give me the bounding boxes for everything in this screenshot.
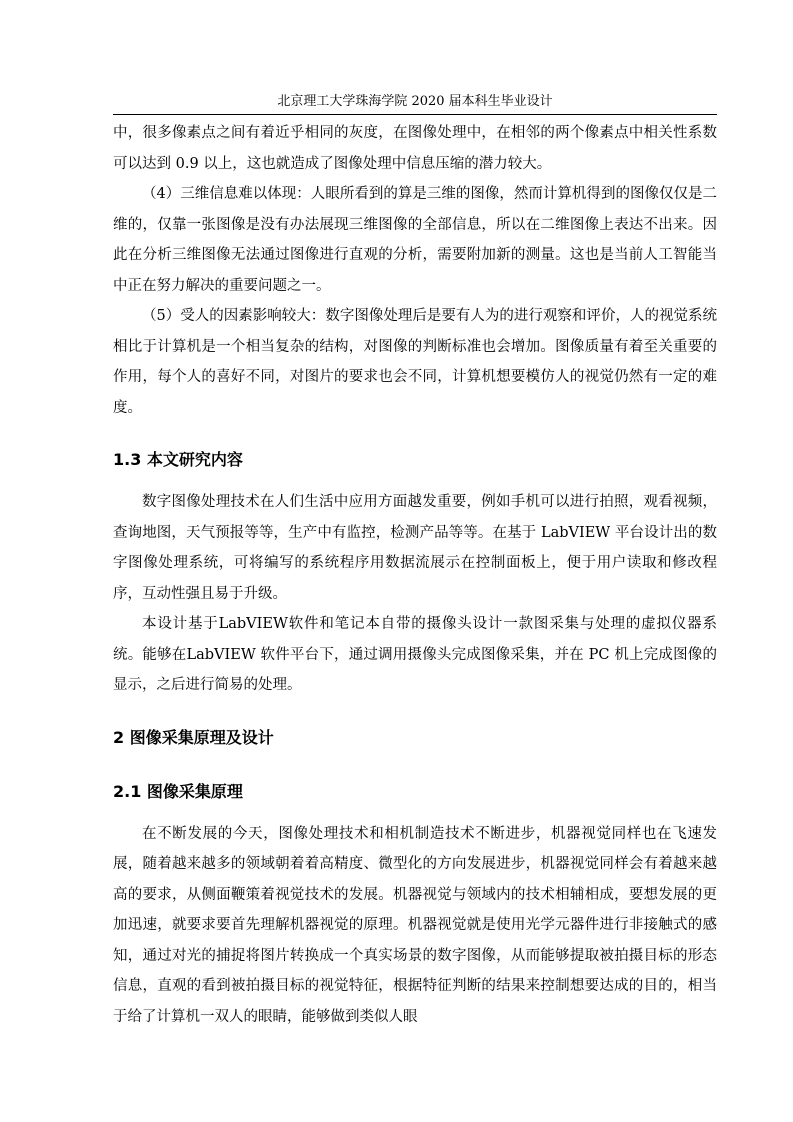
running-header: 北京理工大学珠海学院 2020 届本科生毕业设计	[277, 94, 553, 109]
paragraph-human-factor: （5）受人的因素影响较大：数字图像处理后是要有人为的进行观察和评价，人的视觉系统相比于计算机是一个相当复杂的结构，对图像的判断标准也会增加。图像质量有着至关重要的作用，每个人的喜好不同，对图片的要求也会不同，计算机想要模仿人的视觉仍然有一定的难度。	[113, 308, 717, 416]
paragraph-acquisition-principle: 在不断发展的今天，图像处理技术和相机制造技术不断进步，机器视觉同样也在飞速发展，随着越来越多的领域朝着着高精度、微型化的方向发展进步，机器视觉同样会有着越来越高的要求，从侧面鞭策着视觉技术的发展。机器视觉与领域内的技术相辅相成，要想发展的更加迅速，就要求要首先理解机器视觉的原理。机器视觉就是使用光学元器件进行非接触式的感知，通过对光的捕捉将图片转换成一个真实场景的数字图像，从而能够提取被拍摄目标的形态信息，直观的看到被拍摄目标的视觉特征，根据特征判断的结果来控制想要达成的目的，相当于给了计算机一双人的眼睛，能够做到类似人眼	[113, 825, 717, 1025]
section-heading-2-1: 2.1 图像采集原理	[113, 781, 243, 801]
chapter-heading-2: 2 图像采集原理及设计	[113, 727, 274, 747]
paragraph-continuation: 中，很多像素点之间有着近乎相同的灰度，在图像处理中，在相邻的两个像素点中相关性系数可以达到 0.9 以上，这也就造成了图像处理中信息压缩的潜力较大。	[113, 125, 717, 172]
section-heading-1-3: 1.3 本文研究内容	[113, 450, 243, 469]
header-rule	[113, 114, 717, 115]
paragraph-3d-info: （4）三维信息难以体现：人眼所看到的算是三维的图像，然而计算机得到的图像仅仅是二维的，仅靠一张图像是没有办法展现三维图像的全部信息，所以在二维图像上表达不出来。因此在分析三维图像无法通过图像进行直观的分析，需要附加新的测量。这也是当前人工智能当中正在努力解决的重要问题之一。	[113, 186, 717, 294]
paragraph-research-intro: 数字图像处理技术在人们生活中应用方面越发重要，例如手机可以进行拍照，观看视频，查询地图，天气预报等等，生产中有监控，检测产品等等。在基于 LabVIEW 平台设计出的数字图像处理系统，可将编写的系统程序用数据流展示在控制面板上，便于用户读取和修改程序，互动性强且易于升级。	[113, 494, 717, 602]
paragraph-design-basis: 本设计基于LabVIEW软件和笔记本自带的摄像头设计一款图采集与处理的虚拟仪器系统。能够在LabVIEW 软件平台下，通过调用摄像头完成图像采集，并在 PC 机上完成图像的显示，之后进行简易的处理。	[113, 616, 717, 693]
page-body	[113, 118, 717, 1032]
